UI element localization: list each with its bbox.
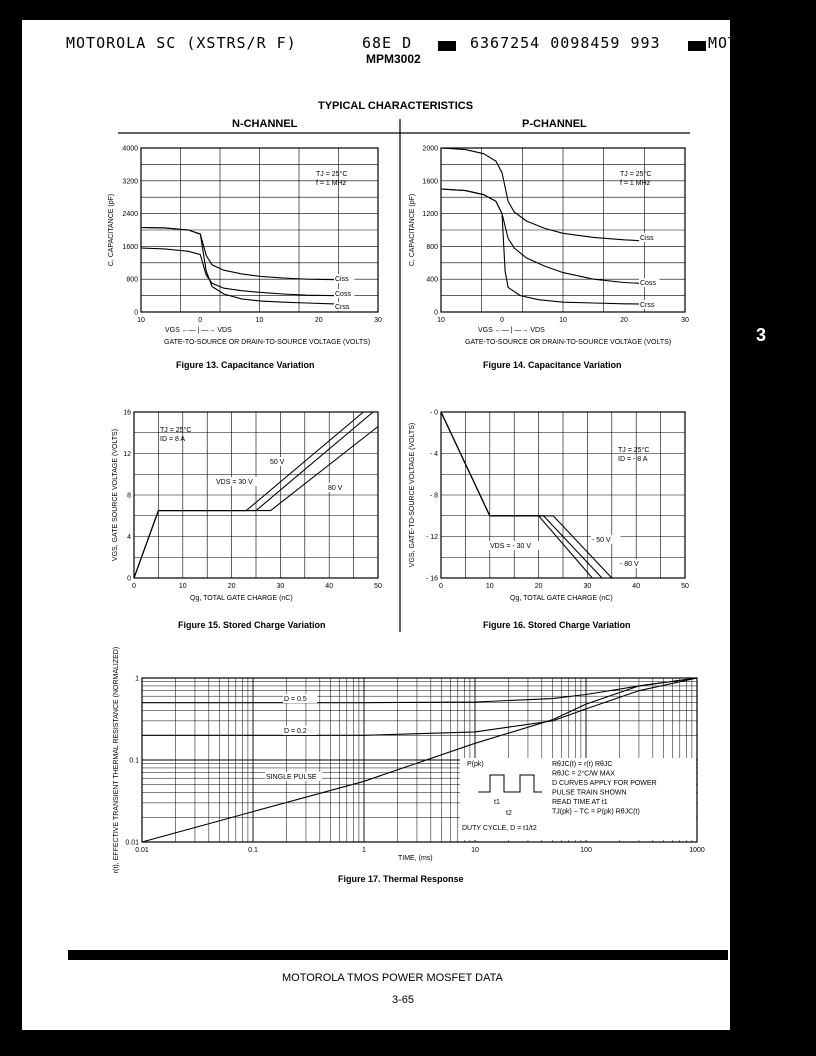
- inset-ppk-label: P(pk): [467, 761, 484, 768]
- fig17-x-label: TIME, (ms): [398, 855, 433, 862]
- fig16-y-tick-label: - 4: [429, 451, 438, 458]
- fig13-x-tick-label: 30: [374, 317, 382, 324]
- fig15-x-tick-label: 0: [132, 583, 136, 590]
- fig15-y-tick-label: 0: [127, 575, 131, 583]
- fig13-y-tick-label: 3200: [122, 178, 138, 186]
- inset-note: TJ(pk) − TC = P(pk) RθJC(t): [552, 808, 640, 816]
- fig17-y-tick-label: 0.01: [125, 839, 139, 847]
- fig14-series-line: [441, 189, 655, 284]
- fig16-y-tick-label: - 12: [425, 534, 438, 541]
- fig13-series-line: [141, 228, 348, 305]
- footer-page-number: 3-65: [392, 994, 415, 1006]
- thermal-inset: [460, 758, 696, 840]
- fig13-series-label: Ciss: [335, 276, 349, 283]
- fig13-x-tick-label: 10: [255, 317, 264, 324]
- fig17-series-label: SINGLE PULSE: [266, 774, 317, 781]
- fig14-annotation: f = 1 MHz: [620, 180, 651, 187]
- fig16-annotation: ID = - 8 A: [618, 456, 648, 463]
- fig16-x-tick-label: 30: [583, 583, 592, 590]
- fig15-y-tick-label: 12: [123, 451, 131, 458]
- fig16-series-label: - 50 V: [592, 537, 611, 544]
- fig15-caption: Figure 15. Stored Charge Variation: [178, 620, 326, 630]
- fig15-y-tick-label: 16: [123, 409, 131, 417]
- fig13-y-label: C, CAPACITANCE (pF): [108, 193, 115, 267]
- fig16-x-tick-label: 50: [681, 583, 689, 590]
- fig16-x-tick-label: 40: [632, 583, 641, 590]
- fig16-y-tick-label: - 0: [429, 409, 438, 417]
- fig17-x-tick-label: 1000: [689, 847, 705, 854]
- header-number: 6367254 0098459 993: [470, 34, 661, 52]
- fig14-y-tick-label: 2000: [422, 145, 438, 153]
- fig17-x-tick-label: 100: [580, 847, 592, 854]
- fig13-series-label: Coss: [335, 291, 351, 298]
- fig14-caption: Figure 14. Capacitance Variation: [483, 360, 622, 370]
- inset-note: D CURVES APPLY FOR POWER: [552, 780, 657, 787]
- footer-rule: [68, 950, 728, 960]
- section-tab-number: 3: [755, 324, 766, 345]
- fig14-x-tick-label: 0: [500, 317, 504, 324]
- fig15-series-label: 50 V: [270, 459, 285, 466]
- fig15-y-label: VGS, GATE SOURCE VOLTAGE (VOLTS): [112, 428, 119, 562]
- fig14-x-label: GATE-TO-SOURCE OR DRAIN-TO-SOURCE VOLTAGE (VOLTS): [465, 339, 672, 346]
- fig14-series-label: Coss: [640, 280, 656, 287]
- fig15-y-tick-label: 4: [127, 534, 131, 541]
- fig14-y-label: C, CAPACITANCE (pF): [409, 193, 416, 267]
- fig14-series-label: Crss: [640, 302, 655, 309]
- fig16-x-label: Qg, TOTAL GATE CHARGE (nC): [510, 595, 613, 602]
- fig15-x-tick-label: 10: [178, 583, 187, 590]
- n-channel-label: N-CHANNEL: [232, 118, 298, 130]
- fig15-y-tick-label: 8: [127, 492, 131, 500]
- fig16-x-tick-label: 0: [439, 583, 443, 590]
- fig17-x-tick-label: 1: [362, 847, 366, 854]
- fig17-series-line: [142, 678, 697, 735]
- inset-note: RθJC = 2°C/W MAX: [552, 770, 615, 778]
- fig13-x-tick-label: 20: [314, 317, 323, 324]
- fig17-x-tick-label: 0.1: [248, 847, 258, 854]
- fig15-annotation: TJ = 25°C: [160, 427, 192, 434]
- fig13-y-tick-label: 2400: [122, 211, 138, 219]
- fig16-y-tick-label: - 8: [429, 492, 438, 500]
- fig13-y-tick-label: 0: [134, 309, 138, 317]
- fig13-annotation: TJ = 25°C: [316, 171, 348, 178]
- fig13-chart: [108, 146, 382, 371]
- fig16-x-tick-label: 10: [485, 583, 494, 590]
- header-right: MOT6: [708, 34, 749, 52]
- inset-note: PULSE TRAIN SHOWN: [552, 789, 627, 797]
- fig15-x-tick-label: 20: [227, 583, 236, 590]
- fig15-x-tick-label: 40: [325, 583, 334, 590]
- fig15-annotation: ID = 8 A: [160, 436, 186, 443]
- fig14-x-tick-label: 30: [681, 317, 689, 324]
- fig13-x-label: GATE-TO-SOURCE OR DRAIN-TO-SOURCE VOLTAGE (VOLTS): [164, 339, 371, 346]
- fig16-chart: [409, 410, 689, 631]
- fig13-caption: Figure 13. Capacitance Variation: [176, 360, 315, 370]
- fig13-x-label-top: VGS ←— | —→ VDS: [165, 327, 232, 334]
- fig14-x-tick-label: 10: [437, 317, 445, 324]
- fig13-annotation: f = 1 MHz: [316, 180, 347, 187]
- fig17-x-tick-label: 0.01: [135, 847, 149, 854]
- fig13-series-line: [141, 248, 348, 296]
- inset-note: RθJC(t) = r(t) RθJC: [552, 761, 613, 768]
- fig16-annotation: TJ = 25°C: [618, 447, 650, 454]
- header-left: MOTOROLA SC (XSTRS/R F): [66, 34, 297, 52]
- fig14-series-label: Ciss: [640, 235, 654, 242]
- inset-t2-label: t2: [506, 810, 512, 817]
- fig17-series-label: D = 0.2: [284, 728, 307, 735]
- fig17-x-tick-label: 10: [471, 847, 479, 854]
- fig14-y-tick-label: 800: [426, 243, 438, 251]
- fig14-x-label-top: VGS ←— | —→ VDS: [478, 327, 545, 334]
- section-title: TYPICAL CHARACTERISTICS: [318, 100, 474, 112]
- fig14-chart: [409, 146, 689, 371]
- fig16-caption: Figure 16. Stored Charge Variation: [483, 620, 631, 630]
- part-number: MPM3002: [366, 52, 421, 66]
- header-code: 68E D: [362, 34, 413, 52]
- fig17-chart: [113, 647, 705, 884]
- fig14-x-tick-label: 10: [559, 317, 567, 324]
- fig17-y-tick-label: 1: [135, 675, 139, 683]
- fig13-x-tick-label: 10: [137, 317, 145, 324]
- fig17-y-label: r(t), EFFECTIVE TRANSIENT THERMAL RESISTANCE (NORMALIZED): [113, 646, 120, 874]
- fig16-series-label: VDS = - 30 V: [490, 543, 532, 550]
- fig15-series-label: VDS = 30 V: [216, 479, 253, 486]
- fig14-annotation: TJ = 25°C: [620, 171, 652, 178]
- fig16-series-label: - 80 V: [620, 561, 639, 568]
- inset-note: READ TIME AT t1: [552, 799, 608, 806]
- fig17-y-tick-label: 0.1: [129, 757, 139, 765]
- fig15-x-label: Qg, TOTAL GATE CHARGE (nC): [190, 595, 293, 602]
- fig13-x-tick-label: 0: [198, 317, 203, 324]
- fig14-y-tick-label: 0: [434, 309, 438, 317]
- fig15-series-label: 80 V: [328, 485, 343, 492]
- inset-t1-label: t1: [494, 799, 500, 806]
- fig13-y-tick-label: 800: [126, 276, 138, 284]
- fig16-y-tick-label: - 16: [425, 575, 438, 583]
- fig16-y-label: VGS, GATE-TO-SOURCE VOLTAGE (VOLTS): [409, 422, 416, 568]
- fig14-y-tick-label: 400: [426, 276, 438, 284]
- fig13-y-tick-label: 4000: [122, 145, 138, 153]
- fig14-y-tick-label: 1200: [422, 211, 438, 219]
- fig13-series-line: [141, 228, 348, 281]
- footer-brand: MOTOROLA TMOS POWER MOSFET DATA: [282, 972, 503, 984]
- fig14-y-tick-label: 1600: [422, 178, 438, 186]
- fig13-series-label: Crss: [335, 304, 350, 311]
- fig17-caption: Figure 17. Thermal Response: [338, 874, 464, 884]
- fig13-y-tick-label: 1600: [122, 243, 138, 251]
- inset-duty-cycle: DUTY CYCLE, D = t1/t2: [462, 825, 537, 832]
- fig15-x-tick-label: 30: [276, 583, 285, 590]
- fig16-x-tick-label: 20: [534, 583, 543, 590]
- fig14-series-line: [441, 148, 655, 242]
- fig17-series-label: D = 0.5: [284, 696, 307, 703]
- fig15-x-tick-label: 50: [374, 583, 382, 590]
- fig14-x-tick-label: 20: [620, 317, 628, 324]
- p-channel-label: P-CHANNEL: [522, 118, 587, 130]
- fig15-chart: [112, 410, 382, 631]
